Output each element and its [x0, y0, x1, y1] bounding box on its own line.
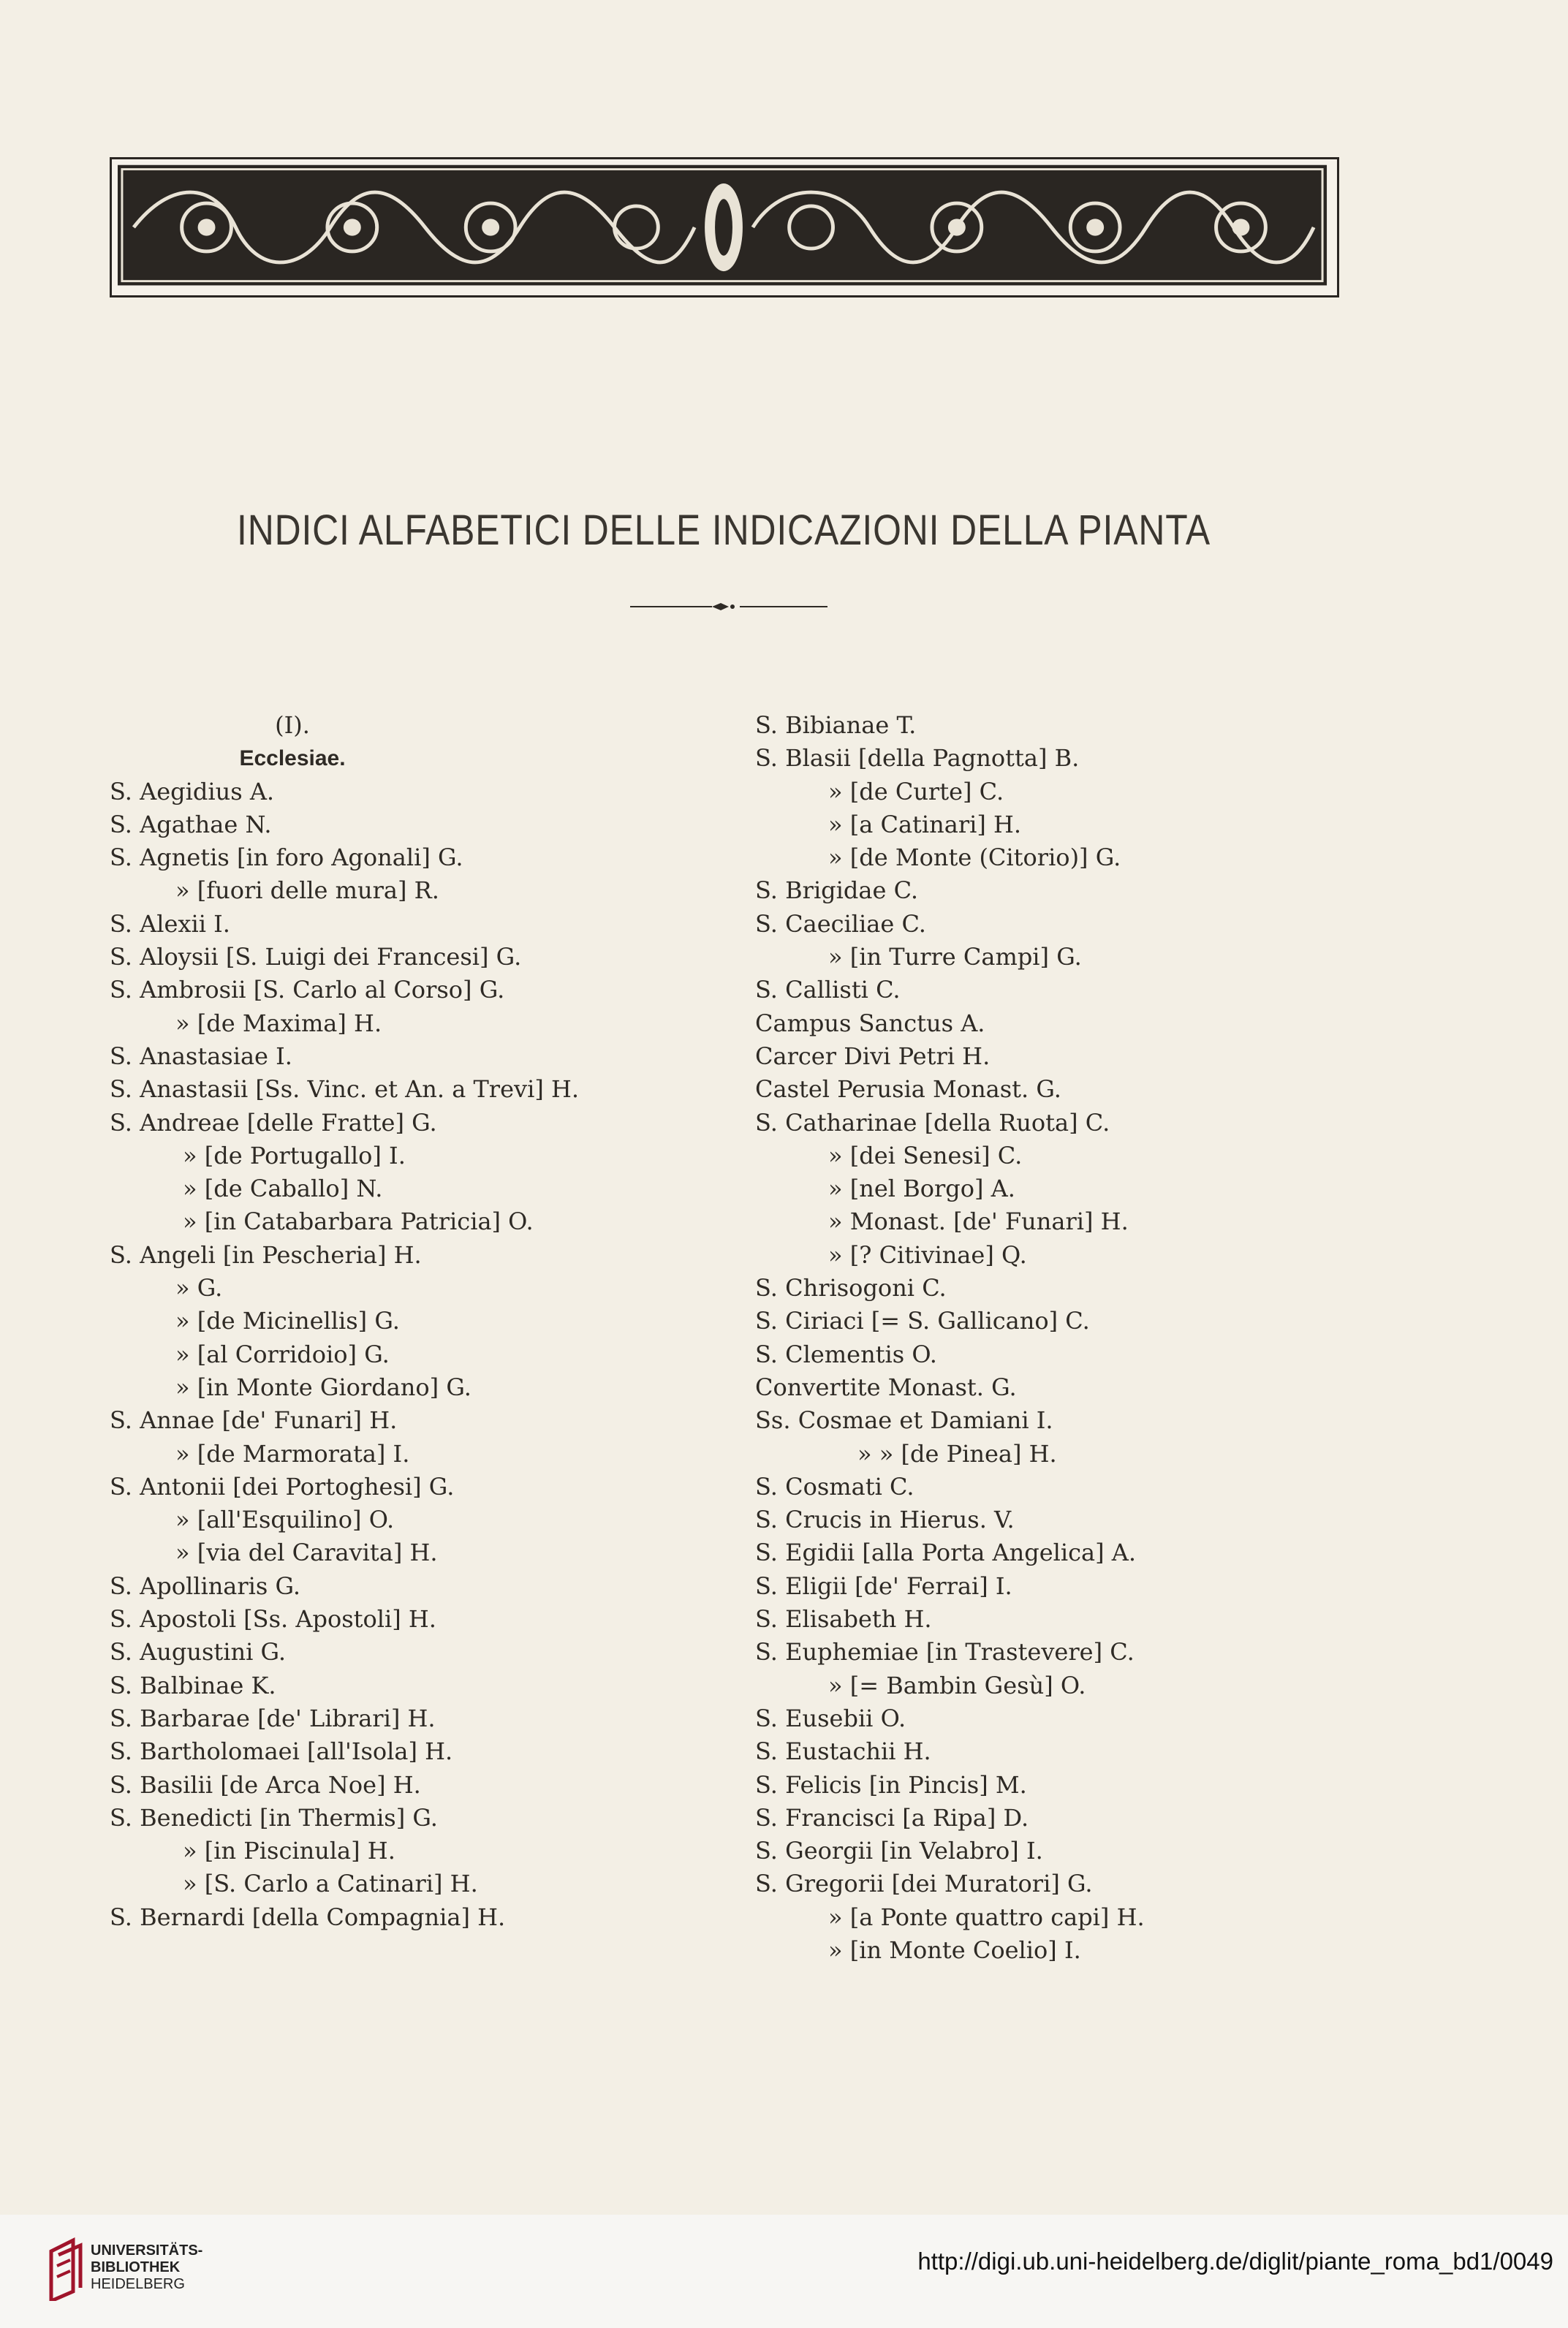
index-entry: S. Anastasii [Ss. Vinc. et An. a Trevi] H. — [110, 1075, 580, 1104]
index-entry: S. Angeli [in Pescheria] H. — [110, 1240, 422, 1269]
index-entry: S. Aloysii [S. Luigi dei Francesi] G. — [110, 943, 522, 971]
index-entry: S. Callisti C. — [755, 976, 901, 1004]
library-logo-icon — [44, 2237, 88, 2301]
index-entry: S. Clementis O. — [755, 1340, 937, 1368]
index-entry: S. Ciriaci [= S. Gallicano] C. — [755, 1307, 1090, 1335]
index-entry: » [al Corridoio] G. — [175, 1340, 390, 1368]
library-line-2: BIBLIOTHEK — [91, 2259, 181, 2275]
index-entry: Carcer Divi Petri H. — [755, 1042, 991, 1070]
index-entry: » [? Citivinae] Q. — [828, 1240, 1027, 1269]
section-number: (I). — [275, 711, 310, 739]
index-entry: » [in Piscinula] H. — [183, 1837, 395, 1865]
index-entry: S. Agnetis [in foro Agonali] G. — [110, 843, 463, 872]
index-entry: » [all'Esquilino] O. — [175, 1506, 395, 1534]
right-index-column — [755, 709, 1340, 1967]
index-entry: S. Caeciliae C. — [755, 909, 926, 938]
index-entry: Convertite Monast. G. — [755, 1373, 1017, 1401]
index-entry: S. Euphemiae [in Trastevere] C. — [755, 1638, 1135, 1667]
section-heading: Ecclesiae. — [239, 746, 346, 771]
index-entry: S. Cosmati C. — [755, 1472, 914, 1501]
index-entry: » [de Micinellis] G. — [175, 1307, 400, 1335]
index-entry: S. Ambrosii [S. Carlo al Corso] G. — [110, 976, 505, 1004]
index-entry: S. Chrisogoni C. — [755, 1274, 947, 1303]
index-entry: S. Alexii I. — [110, 909, 230, 938]
index-entry: » [de Portugallo] I. — [183, 1141, 406, 1169]
index-entry: » [de Maxima] H. — [175, 1009, 382, 1037]
index-entry: S. Anastasiae I. — [110, 1042, 292, 1070]
index-entry: » Monast. [de' Funari] H. — [828, 1207, 1129, 1236]
index-entry: » [in Monte Giordano] G. — [175, 1373, 471, 1401]
library-name — [91, 2242, 202, 2293]
index-entry: S. Catharinae [della Ruota] C. — [755, 1108, 1110, 1137]
index-entry: S. Basilii [de Arca Noe] H. — [110, 1770, 421, 1799]
index-entry: S. Francisci [a Ripa] D. — [755, 1803, 1029, 1832]
index-entry: S. Bibianae T. — [755, 711, 917, 739]
index-entry: S. Barbarae [de' Librari] H. — [110, 1704, 436, 1732]
decorative-rule — [630, 599, 827, 614]
index-entry: S. Apostoli [Ss. Apostoli] H. — [110, 1605, 436, 1634]
index-entry: S. Crucis in Hierus. V. — [755, 1506, 1015, 1534]
index-entry: S. Aegidius A. — [110, 777, 275, 805]
index-entry: S. Annae [de' Funari] H. — [110, 1406, 398, 1435]
left-index-column — [110, 709, 694, 1934]
library-line-3: HEIDELBERG — [91, 2276, 185, 2292]
index-entry: S. Georgii [in Velabro] I. — [755, 1837, 1043, 1865]
index-entry: » [via del Caravita] H. — [175, 1539, 438, 1567]
index-entry: S. Balbinae K. — [110, 1671, 276, 1699]
index-entry: » [fuori delle mura] R. — [175, 876, 439, 905]
index-entry: » [in Catabarbara Patricia] O. — [183, 1207, 534, 1236]
index-entry: S. Bartholomaei [all'Isola] H. — [110, 1737, 453, 1766]
index-entry: » [= Bambin Gesù] O. — [828, 1671, 1086, 1699]
index-entry: S. Egidii [alla Porta Angelica] A. — [755, 1539, 1137, 1567]
index-entry: S. Blasii [della Pagnotta] B. — [755, 744, 1080, 773]
index-entry: S. Apollinaris G. — [110, 1571, 301, 1600]
decorative-header-ornament — [110, 157, 1339, 297]
index-entry: » [de Caballo] N. — [183, 1175, 383, 1203]
index-entry: S. Andreae [delle Fratte] G. — [110, 1108, 437, 1137]
source-url-link[interactable]: http://digi.ub.uni-heidelberg.de/diglit/piante_roma_bd1/0049 — [917, 2248, 1553, 2275]
index-entry: » [a Ponte quattro capi] H. — [828, 1903, 1145, 1931]
index-entry: » [de Curte] C. — [828, 777, 1004, 805]
index-entry: Ss. Cosmae et Damiani I. — [755, 1406, 1053, 1435]
index-entry: S. Gregorii [dei Muratori] G. — [755, 1870, 1093, 1898]
index-entry: » [dei Senesi] C. — [828, 1141, 1023, 1169]
index-entry: S. Eligii [de' Ferrai] I. — [755, 1571, 1012, 1600]
index-entry: S. Antonii [dei Portoghesi] G. — [110, 1472, 455, 1501]
index-entry: S. Agathae N. — [110, 810, 272, 838]
index-entry: S. Felicis [in Pincis] M. — [755, 1770, 1027, 1799]
index-entry: S. Augustini G. — [110, 1638, 287, 1667]
index-entry: » [in Monte Coelio] I. — [828, 1935, 1081, 1964]
index-entry: S. Eusebii O. — [755, 1704, 906, 1732]
index-entry: » [nel Borgo] A. — [828, 1175, 1015, 1203]
index-entry: » G. — [175, 1274, 223, 1303]
index-entry: S. Elisabeth H. — [755, 1605, 932, 1634]
index-entry: Castel Perusia Monast. G. — [755, 1075, 1061, 1104]
index-entry: » [de Monte (Citorio)] G. — [828, 843, 1121, 872]
index-entry: » » [de Pinea] H. — [857, 1439, 1057, 1468]
index-entry: » [S. Carlo a Catinari] H. — [183, 1870, 478, 1898]
index-entry: S. Brigidae C. — [755, 876, 919, 905]
library-line-1: UNIVERSITÄTS- — [91, 2242, 203, 2259]
index-entry: S. Bernardi [della Compagnia] H. — [110, 1903, 506, 1931]
index-entry: S. Benedicti [in Thermis] G. — [110, 1803, 438, 1832]
index-entry: » [a Catinari] H. — [828, 810, 1022, 838]
index-entry: S. Eustachii H. — [755, 1737, 931, 1766]
page-title: INDICI ALFABETICI DELLE INDICAZIONI DELLA PIANTA — [236, 507, 1211, 554]
index-entry: Campus Sanctus A. — [755, 1009, 985, 1037]
index-entry: » [in Turre Campi] G. — [828, 943, 1082, 971]
index-entry: » [de Marmorata] I. — [175, 1439, 410, 1468]
